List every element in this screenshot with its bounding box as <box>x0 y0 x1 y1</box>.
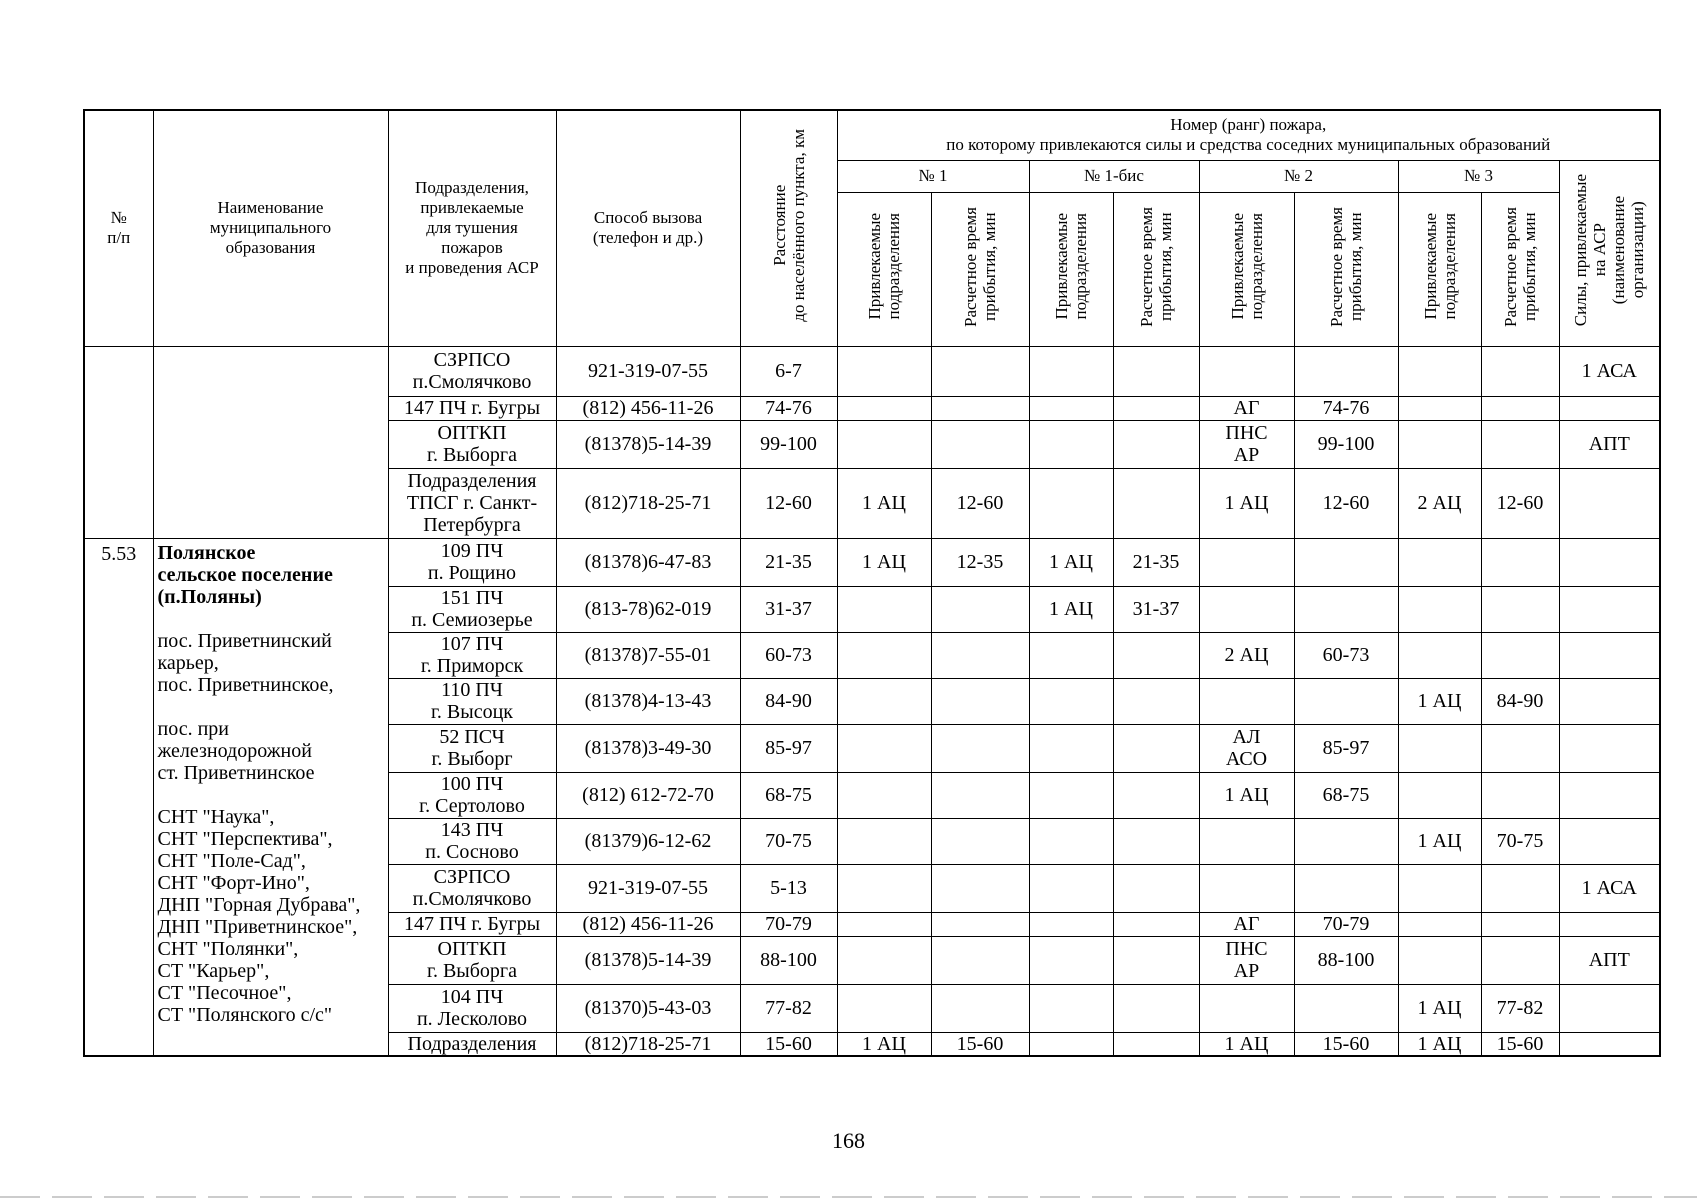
rank3-time-cell <box>1481 724 1559 772</box>
header-number: № п/п <box>84 110 153 346</box>
rank2-time-cell <box>1294 864 1398 912</box>
rank1-time-cell <box>931 772 1029 818</box>
phone-cell: 921-319-07-55 <box>556 346 740 396</box>
municipality-cell <box>153 538 388 1056</box>
header-municipality: Наименование муниципального образования <box>153 110 388 346</box>
rank1bis-units-cell <box>1029 396 1113 420</box>
rank3-time-cell: 15-60 <box>1481 1032 1559 1056</box>
distance-cell: 5-13 <box>740 864 837 912</box>
rank2-time-cell: 70-79 <box>1294 912 1398 936</box>
rank3-units-cell <box>1398 632 1481 678</box>
rank3-units-cell: 1 АЦ <box>1398 678 1481 724</box>
asr-cell <box>1559 912 1660 936</box>
rank3-time-cell <box>1481 538 1559 586</box>
header-fire-rank: Номер (ранг) пожара, по которому привлекаются силы и средства соседних муниципальных образований <box>837 110 1660 160</box>
rank1-time-cell: 12-60 <box>931 468 1029 538</box>
rank3-time-cell <box>1481 346 1559 396</box>
municipality-number: 5.53 <box>84 538 153 1056</box>
rank3-time-cell <box>1481 396 1559 420</box>
rank3-units-cell: 2 АЦ <box>1398 468 1481 538</box>
distance-cell: 99-100 <box>740 420 837 468</box>
rank1-time-cell <box>931 724 1029 772</box>
rank1bis-time-cell <box>1113 818 1199 864</box>
header-rank-1: № 1 <box>837 160 1029 192</box>
rank1-units-cell <box>837 772 931 818</box>
rank1-time-cell <box>931 678 1029 724</box>
header-sub-time: Расчетное время прибытия, мин <box>961 206 999 327</box>
rank1-units-cell <box>837 818 931 864</box>
distance-cell: 84-90 <box>740 678 837 724</box>
rank3-time-cell <box>1481 772 1559 818</box>
header-distance-text: Расстояние до населённого пункта, км <box>769 129 808 323</box>
rank1bis-time-cell <box>1113 936 1199 984</box>
rank2-time-cell: 88-100 <box>1294 936 1398 984</box>
rank1bis-units-cell <box>1029 346 1113 396</box>
unit-cell: СЗРПСО п.Смолячково <box>388 346 556 396</box>
rank3-time-cell <box>1481 632 1559 678</box>
header-asr-text: Силы, привлекаемые на АСР (наименование организации) <box>1571 174 1648 327</box>
rank1bis-time-cell <box>1113 864 1199 912</box>
header-rank1bis-time <box>1113 192 1199 346</box>
rank3-units-cell <box>1398 420 1481 468</box>
rank1bis-units-cell <box>1029 818 1113 864</box>
rank1-time-cell: 15-60 <box>931 1032 1029 1056</box>
distance-cell: 70-75 <box>740 818 837 864</box>
rank1-units-cell <box>837 912 931 936</box>
header-rank1-time <box>931 192 1029 346</box>
rank3-time-cell: 77-82 <box>1481 984 1559 1032</box>
rank1bis-units-cell <box>1029 984 1113 1032</box>
asr-cell: 1 АСА <box>1559 864 1660 912</box>
header-asr-forces <box>1559 160 1660 346</box>
page-number: 168 <box>832 1128 865 1153</box>
rank1-units-cell <box>837 632 931 678</box>
unit-cell: 109 ПЧ п. Рощино <box>388 538 556 586</box>
unit-cell: 151 ПЧ п. Семиозерье <box>388 586 556 632</box>
phone-cell: (812) 612-72-70 <box>556 772 740 818</box>
rank1-units-cell <box>837 396 931 420</box>
table-row <box>84 538 1660 586</box>
distance-cell: 31-37 <box>740 586 837 632</box>
rank2-time-cell <box>1294 818 1398 864</box>
header-rank2-time <box>1294 192 1398 346</box>
rank2-time-cell <box>1294 538 1398 586</box>
rank1bis-units-cell <box>1029 772 1113 818</box>
rank3-units-cell <box>1398 586 1481 632</box>
rank2-time-cell: 68-75 <box>1294 772 1398 818</box>
rank2-units-cell: 2 АЦ <box>1199 632 1294 678</box>
rank1bis-units-cell <box>1029 468 1113 538</box>
unit-cell: 52 ПСЧ г. Выборг <box>388 724 556 772</box>
header-rank3-time <box>1481 192 1559 346</box>
rank3-time-cell: 84-90 <box>1481 678 1559 724</box>
unit-cell: 110 ПЧ г. Высоцк <box>388 678 556 724</box>
header-rank-3: № 3 <box>1398 160 1559 192</box>
rank1-units-cell <box>837 678 931 724</box>
phone-cell: (81378)7-55-01 <box>556 632 740 678</box>
rank1bis-time-cell <box>1113 1032 1199 1056</box>
unit-cell: ОПТКП г. Выборга <box>388 420 556 468</box>
rank2-time-cell: 15-60 <box>1294 1032 1398 1056</box>
rank2-units-cell: 1 АЦ <box>1199 772 1294 818</box>
table-row <box>84 346 1660 396</box>
rank1bis-time-cell <box>1113 772 1199 818</box>
distance-cell: 12-60 <box>740 468 837 538</box>
rank3-units-cell: 1 АЦ <box>1398 984 1481 1032</box>
rank1bis-units-cell: 1 АЦ <box>1029 538 1113 586</box>
phone-cell: (81378)5-14-39 <box>556 936 740 984</box>
asr-cell: 1 АСА <box>1559 346 1660 396</box>
unit-cell: СЗРПСО п.Смолячково <box>388 864 556 912</box>
rank1-time-cell <box>931 984 1029 1032</box>
asr-cell <box>1559 586 1660 632</box>
rank1bis-units-cell: 1 АЦ <box>1029 586 1113 632</box>
rank3-units-cell <box>1398 772 1481 818</box>
asr-cell <box>1559 678 1660 724</box>
rank2-units-cell <box>1199 586 1294 632</box>
phone-cell: (812)718-25-71 <box>556 468 740 538</box>
rank3-units-cell: 1 АЦ <box>1398 1032 1481 1056</box>
rank1-time-cell <box>931 586 1029 632</box>
rank1bis-units-cell <box>1029 632 1113 678</box>
rank1bis-units-cell <box>1029 678 1113 724</box>
rank1-time-cell <box>931 912 1029 936</box>
rank1bis-time-cell <box>1113 724 1199 772</box>
rank1bis-units-cell <box>1029 1032 1113 1056</box>
rank3-time-cell <box>1481 586 1559 632</box>
phone-cell: (81379)6-12-62 <box>556 818 740 864</box>
rank2-time-cell: 60-73 <box>1294 632 1398 678</box>
unit-cell: 100 ПЧ г. Сертолово <box>388 772 556 818</box>
header-rank-1bis: № 1-бис <box>1029 160 1199 192</box>
municipality-name: Полянское сельское поселение (п.Поляны) <box>157 541 333 608</box>
distance-cell: 74-76 <box>740 396 837 420</box>
table-header <box>84 110 1660 346</box>
distance-cell: 77-82 <box>740 984 837 1032</box>
asr-cell <box>1559 468 1660 538</box>
rank1bis-time-cell <box>1113 420 1199 468</box>
rank1-units-cell <box>837 420 931 468</box>
header-units: Подразделения, привлекаемые для тушения пожаров и проведения АСР <box>388 110 556 346</box>
asr-cell <box>1559 1032 1660 1056</box>
phone-cell: (812) 456-11-26 <box>556 912 740 936</box>
header-sub-units: Привлекаемые подразделения <box>865 213 903 320</box>
rank2-units-cell: 1 АЦ <box>1199 468 1294 538</box>
rank3-time-cell <box>1481 420 1559 468</box>
rank1bis-time-cell <box>1113 346 1199 396</box>
rank2-time-cell: 99-100 <box>1294 420 1398 468</box>
rank2-time-cell <box>1294 678 1398 724</box>
phone-cell: (81378)6-47-83 <box>556 538 740 586</box>
asr-cell <box>1559 396 1660 420</box>
rank2-units-cell: АГ <box>1199 912 1294 936</box>
asr-cell <box>1559 538 1660 586</box>
unit-cell: 147 ПЧ г. Бугры <box>388 912 556 936</box>
rank1-units-cell <box>837 984 931 1032</box>
rank2-time-cell <box>1294 346 1398 396</box>
rank1bis-units-cell <box>1029 864 1113 912</box>
settlements-list: пос. Приветнинский карьер, пос. Приветнинское, пос. при железнодорожной ст. Приветнинское СНТ "Наука", СНТ "Перспектива", СНТ "Поле-Сад", СНТ "Форт-Ино", ДНП "Горная Дубрава", ДНП "Приветнинское", СНТ "Полянки", СТ "Карьер", СТ "Песочное", СТ "Полянского с/с" <box>157 629 361 1026</box>
header-call-method: Способ вызова (телефон и др.) <box>556 110 740 346</box>
asr-cell <box>1559 818 1660 864</box>
rank2-units-cell: АГ <box>1199 396 1294 420</box>
distance-cell: 70-79 <box>740 912 837 936</box>
rank2-time-cell: 12-60 <box>1294 468 1398 538</box>
rank2-time-cell <box>1294 984 1398 1032</box>
rank1-time-cell <box>931 864 1029 912</box>
phone-cell: (812)718-25-71 <box>556 1032 740 1056</box>
rank1-time-cell <box>931 396 1029 420</box>
rank3-units-cell <box>1398 936 1481 984</box>
rank3-units-cell <box>1398 912 1481 936</box>
asr-cell: АПТ <box>1559 936 1660 984</box>
rank1bis-units-cell <box>1029 420 1113 468</box>
rank1bis-units-cell <box>1029 912 1113 936</box>
rank3-units-cell <box>1398 396 1481 420</box>
rank1bis-time-cell <box>1113 678 1199 724</box>
phone-cell: (81378)3-49-30 <box>556 724 740 772</box>
rank3-time-cell <box>1481 936 1559 984</box>
rank2-units-cell: ПНС АР <box>1199 420 1294 468</box>
asr-cell <box>1559 772 1660 818</box>
rank1-time-cell <box>931 632 1029 678</box>
rank1-units-cell <box>837 586 931 632</box>
rank1-units-cell <box>837 936 931 984</box>
header-sub-time: Расчетное время прибытия, мин <box>1501 206 1539 327</box>
rank3-units-cell <box>1398 864 1481 912</box>
rank3-units-cell: 1 АЦ <box>1398 818 1481 864</box>
rank2-time-cell <box>1294 586 1398 632</box>
rank1-units-cell <box>837 346 931 396</box>
rank2-units-cell <box>1199 984 1294 1032</box>
distance-cell: 88-100 <box>740 936 837 984</box>
phone-cell: (81370)5-43-03 <box>556 984 740 1032</box>
header-rank1bis-units <box>1029 192 1113 346</box>
header-rank2-units <box>1199 192 1294 346</box>
phone-cell: 921-319-07-55 <box>556 864 740 912</box>
rank1-time-cell <box>931 818 1029 864</box>
rank1bis-time-cell <box>1113 984 1199 1032</box>
rank2-units-cell <box>1199 678 1294 724</box>
rank1bis-time-cell <box>1113 912 1199 936</box>
unit-cell: Подразделения <box>388 1032 556 1056</box>
rank2-units-cell: АЛ АСО <box>1199 724 1294 772</box>
asr-cell: АПТ <box>1559 420 1660 468</box>
rank3-time-cell: 70-75 <box>1481 818 1559 864</box>
rank1-time-cell <box>931 346 1029 396</box>
unit-cell: 147 ПЧ г. Бугры <box>388 396 556 420</box>
rank2-time-cell: 74-76 <box>1294 396 1398 420</box>
rank1bis-units-cell <box>1029 724 1113 772</box>
asr-cell <box>1559 984 1660 1032</box>
header-sub-time: Расчетное время прибытия, мин <box>1327 206 1365 327</box>
header-sub-units: Привлекаемые подразделения <box>1052 213 1090 320</box>
header-rank3-units <box>1398 192 1481 346</box>
unit-cell: 107 ПЧ г. Приморск <box>388 632 556 678</box>
unit-cell: ОПТКП г. Выборга <box>388 936 556 984</box>
distance-cell: 85-97 <box>740 724 837 772</box>
unit-cell: 104 ПЧ п. Лесколово <box>388 984 556 1032</box>
rank1bis-time-cell <box>1113 632 1199 678</box>
rank2-units-cell <box>1199 538 1294 586</box>
rank1-units-cell <box>837 864 931 912</box>
asr-cell <box>1559 724 1660 772</box>
distance-cell: 60-73 <box>740 632 837 678</box>
table-body <box>84 346 1660 1056</box>
rank1-time-cell: 12-35 <box>931 538 1029 586</box>
header-rank-2: № 2 <box>1199 160 1398 192</box>
distance-cell: 15-60 <box>740 1032 837 1056</box>
rank1-units-cell: 1 АЦ <box>837 1032 931 1056</box>
rank2-units-cell: 1 АЦ <box>1199 1032 1294 1056</box>
rank1-time-cell <box>931 936 1029 984</box>
phone-cell: (812) 456-11-26 <box>556 396 740 420</box>
phone-cell: (813-78)62-019 <box>556 586 740 632</box>
rank1-time-cell <box>931 420 1029 468</box>
phone-cell: (81378)5-14-39 <box>556 420 740 468</box>
rank3-units-cell <box>1398 724 1481 772</box>
rank3-time-cell <box>1481 864 1559 912</box>
rank3-time-cell <box>1481 912 1559 936</box>
rank3-units-cell <box>1398 346 1481 396</box>
rank2-units-cell: ПНС АР <box>1199 936 1294 984</box>
header-sub-units: Привлекаемые подразделения <box>1420 213 1459 320</box>
unit-cell: Подразделения ТПСГ г. Санкт- Петербурга <box>388 468 556 538</box>
rank3-units-cell <box>1398 538 1481 586</box>
unit-cell: 143 ПЧ п. Сосново <box>388 818 556 864</box>
distance-cell: 6-7 <box>740 346 837 396</box>
rank1-units-cell: 1 АЦ <box>837 538 931 586</box>
rank1bis-time-cell: 21-35 <box>1113 538 1199 586</box>
distance-cell: 21-35 <box>740 538 837 586</box>
scan-edge-divider <box>0 1196 1697 1198</box>
rank1bis-time-cell <box>1113 396 1199 420</box>
rank2-units-cell <box>1199 864 1294 912</box>
rank1-units-cell <box>837 724 931 772</box>
number-cell-empty <box>84 346 153 538</box>
rank3-time-cell: 12-60 <box>1481 468 1559 538</box>
rank2-time-cell: 85-97 <box>1294 724 1398 772</box>
rank1bis-time-cell: 31-37 <box>1113 586 1199 632</box>
header-sub-units: Привлекаемые подразделения <box>1227 213 1266 320</box>
rank2-units-cell <box>1199 818 1294 864</box>
phone-cell: (81378)4-13-43 <box>556 678 740 724</box>
distance-cell: 68-75 <box>740 772 837 818</box>
municipality-cell-empty <box>153 346 388 538</box>
header-distance <box>740 110 837 346</box>
header-rank1-units <box>837 192 931 346</box>
rank2-units-cell <box>1199 346 1294 396</box>
rank1bis-time-cell <box>1113 468 1199 538</box>
rank1-units-cell: 1 АЦ <box>837 468 931 538</box>
asr-cell <box>1559 632 1660 678</box>
fire-forces-table <box>83 109 1661 1057</box>
header-sub-time: Расчетное время прибытия, мин <box>1137 206 1175 327</box>
rank1bis-units-cell <box>1029 936 1113 984</box>
